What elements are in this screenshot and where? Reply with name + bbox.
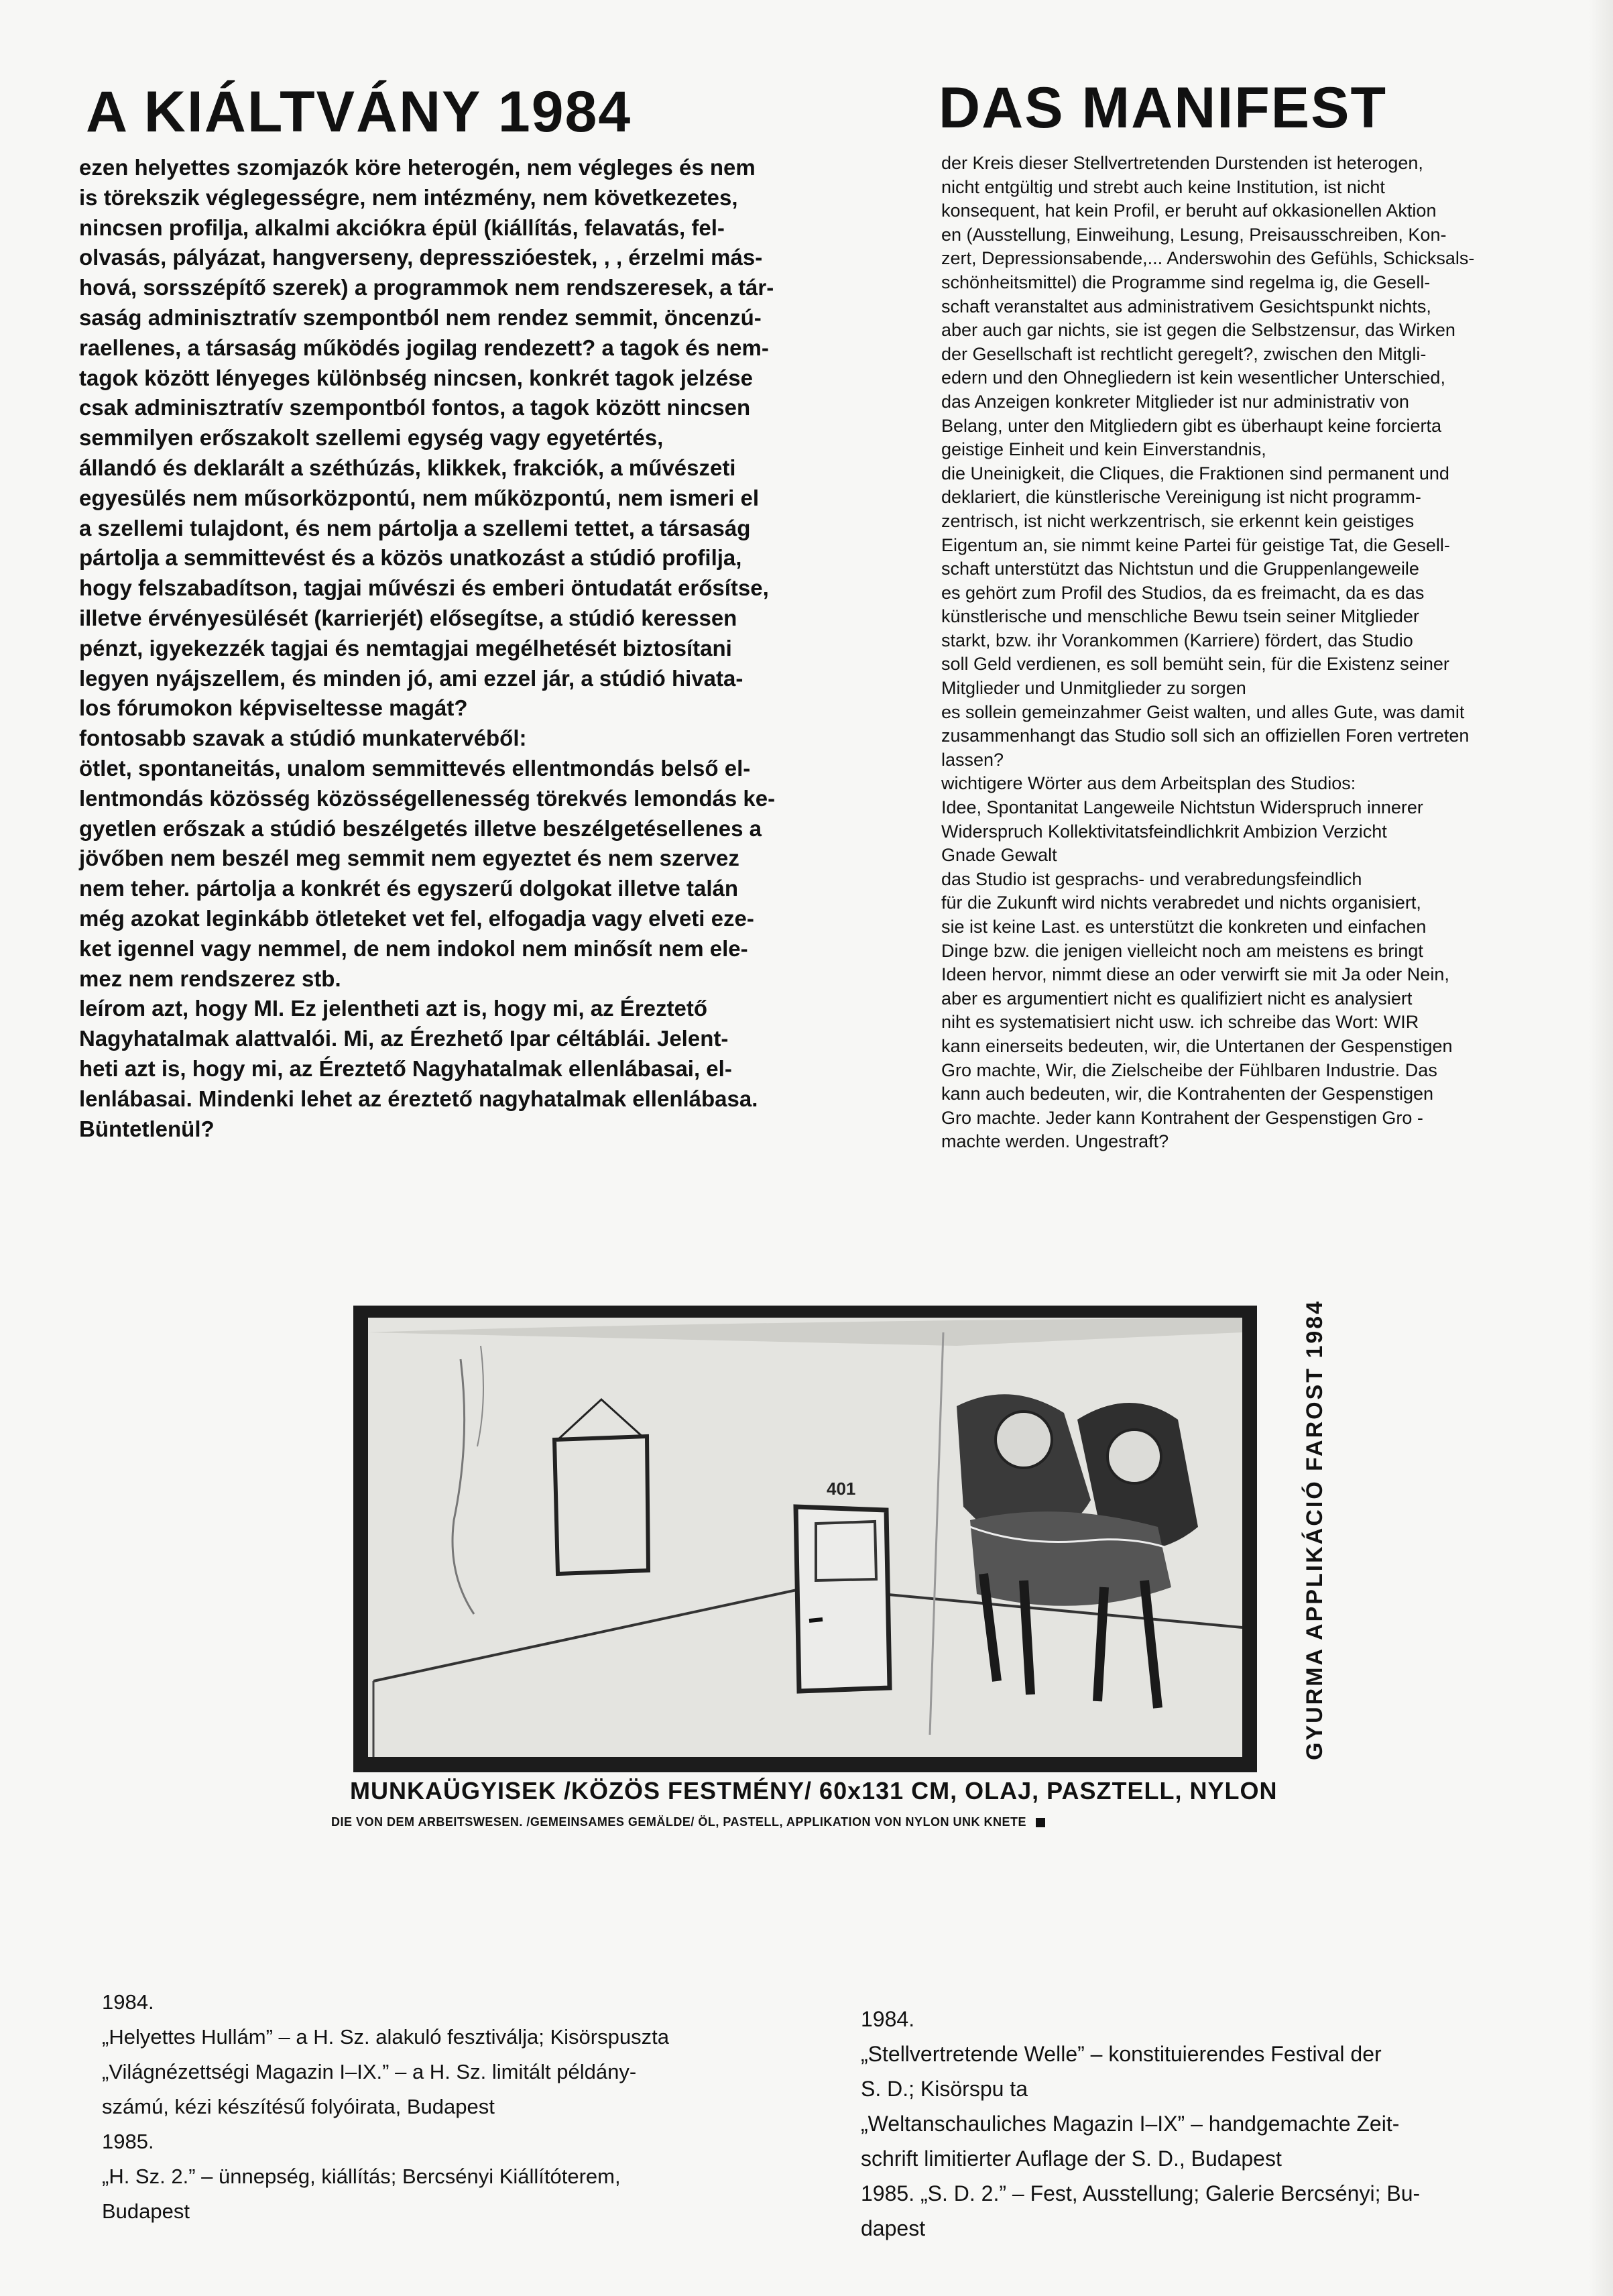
manifesto-hungarian [79,153,870,1144]
text-line: Dinge bzw. die jenigen vielleicht noch am meistens es bringt [941,940,1423,961]
painting-image [353,1306,1257,1772]
text-line: schaft unterstützt das Nichtstun und die Gruppenlangeweile [941,559,1419,579]
text-line: Gro machte. Jeder kann Kontrahent der Gespenstigen Gro - [941,1107,1423,1128]
text-line: der Gesellschaft ist rechtlicht geregelt?, zwischen den Mitgli- [941,343,1427,364]
text-line: schaft veranstaltet aus administrativem Gesichtspunkt nichts, [941,296,1431,317]
text-line: die Uneinigkeit, die Cliques, die Fraktionen sind permanent und [941,463,1449,483]
figure-caption: MUNKAÜGYISEK /KÖZÖS FESTMÉNY/ 60x131 CM, OLAJ, PASZTELL, NYLON [350,1777,1278,1804]
text-line: Widerspruch Kollektivitatsfeindlichkrit Ambizion Verzicht [941,821,1387,842]
text-line: soll Geld verdienen, es soll bemüht sein, für die Existenz seiner [941,654,1449,675]
text-line: starkt, bzw. ihr Vorankommen (Karriere) fördert, das Studio [941,630,1413,650]
text-line: nem teher. pártolja a konkrét és egyszerű dolgokat illetve talán [79,876,739,901]
text-line: legyen nyájszellem, és minden jó, ami ezzel jár, a stúdió hivata- [79,665,743,691]
text-line: deklariert, die künstlerische Vereinigung ist nicht programm- [941,487,1421,508]
text-line: aber auch gar nichts, sie ist gegen die Selbstzensur, das Wirken [941,320,1455,341]
chronology-line: „Stellvertretende Welle” – konstituierendes Festival der [861,2042,1382,2066]
title-german: DAS MANIFEST [939,76,1387,140]
text-line: sie ist keine Last. es unterstützt die konkreten und einfachen [941,917,1427,937]
chronology-line: dapest [861,2216,926,2240]
chronology-line: számú, kézi készítésű folyóirata, Budapest [102,2095,495,2118]
text-line: hová, sorsszépítő szerek) a programmok nem rendszeresek, a tár- [79,275,774,300]
text-line: niht es systematisiert nicht usw. ich schreibe das Wort: WIR [941,1012,1419,1033]
text-line: saság adminisztratív szempontból nem rendez semmit, öncenzú- [79,304,762,330]
chronology-line: „H. Sz. 2.” – ünnepség, kiállítás; Bercsényi Kiállítóterem, [102,2165,621,2188]
text-line: gyetlen erőszak a stúdió beszélgetés illetve beszélgetésellenes a [79,815,762,841]
chronology-line: 1984. [102,1990,154,2014]
text-line: der Kreis dieser Stellvertretenden Durstenden ist heterogen, [941,153,1423,173]
text-line: konsequent, hat kein Profil, er beruht auf okkasionellen Aktion [941,200,1437,221]
manifesto-german [941,152,1518,1154]
text-line: es gehört zum Profil des Studios, da es freimacht, da es das [941,582,1425,603]
chronology-line: „Weltanschauliches Magazin I–IX” – handgemachte Zeit- [861,2112,1400,2136]
text-line: es sollein gemeinzahmer Geist walten, und alles Gute, was damit [941,701,1465,722]
text-line: ket igennel vagy nemmel, de nem indokol nem minősít nem ele- [79,935,748,961]
text-line: nincsen profilja, alkalmi akciókra épül (kiállítás, felavatás, fel- [79,215,725,240]
chronology-line: „Helyettes Hullám” – a H. Sz. alakuló fesztiválja; Kisörspuszta [102,2025,669,2049]
text-line: semmilyen erőszakolt szellemi egység vagy egyetértés, [79,425,664,451]
figure-subcaption [331,1815,1310,1829]
text-line: kann einerseits bedeuten, wir, die Untertanen der Gespenstigen [941,1035,1453,1056]
text-line: los fórumokon képviseltesse magát? [79,695,468,721]
text-line: pénzt, igyekezzék tagjai és nemtagjai megélhetését biztosítani [79,635,732,661]
text-line: is törekszik véglegességre, nem intézmény, nem következetes, [79,184,738,210]
text-line: geistige Einheit und kein Einverstandnis, [941,439,1266,460]
text-line: jövőben nem beszél meg semmit nem egyeztet és nem szervez [79,846,739,871]
text-line: zusammenhangt das Studio soll sich an offiziellen Foren vertreten [941,726,1470,746]
text-line: lenlábasai. Mindenki lehet az éreztető nagyhatalmak ellenlábasa. [79,1086,758,1111]
text-line: ezen helyettes szomjazók köre heterogén, nem végleges és nem [79,155,756,180]
text-line: Mitglieder und Unmitglieder zu sorgen [941,678,1246,699]
text-line: még azokat leginkább ötleteket vet fel, elfogadja vagy elveti eze- [79,905,754,931]
text-line: en (Ausstellung, Einweihung, Lesung, Preisausschreiben, Kon- [941,224,1447,245]
text-line: Büntetlenül? [79,1116,215,1141]
door-number: 401 [827,1479,856,1499]
text-line: künstlerische und menschliche Bewu tsein seiner Mitglieder [941,606,1419,627]
text-line: das Studio ist gesprachs- und verabredungsfeindlich [941,868,1362,889]
text-line: machte werden. Ungestraft? [941,1131,1169,1152]
chronology-line: Budapest [102,2199,190,2223]
painting-drawing [353,1306,1257,1772]
text-line: schönheitsmittel) die Programme sind regelma ig, die Gesell- [941,272,1431,292]
text-line: lassen? [941,749,1004,770]
text-line: leírom azt, hogy MI. Ez jelentheti azt is, hogy mi, az Éreztető [79,996,708,1021]
text-line: für die Zukunft wird nichts verabredet und nichts organisiert, [941,893,1421,913]
text-line: ötlet, spontaneitás, unalom semmittevés ellentmondás belső el- [79,755,751,781]
text-line: zentrisch, ist nicht werkzentrisch, sie erkennt kein geistiges [941,510,1415,531]
text-line: illetve érvényesülését (karrierjét) elősegítse, a stúdió keressen [79,605,737,630]
text-line: tagok között lényeges különbség nincsen, konkrét tagok jelzése [79,365,753,390]
chronology-line: „Világnézettségi Magazin I–IX.” – a H. Sz. limitált példány- [102,2060,637,2083]
text-line: nicht entgültig und strebt auch keine Institution, ist nicht [941,176,1385,197]
text-line: Nagyhatalmak alattvalói. Mi, az Érezhető Ipar céltáblái. Jelent- [79,1026,729,1051]
text-line: mez nem rendszerez stb. [79,966,341,991]
text-line: raellenes, a társaság működés jogilag rendezett? a tagok és nem- [79,335,769,360]
text-line: egyesülés nem műsorközpontú, nem műközpontú, nem ismeri el [79,485,760,510]
text-line: kann auch bedeuten, wir, die Kontrahenten der Gespenstigen [941,1084,1434,1104]
chronology-line: S. D.; Kisörspu ta [861,2077,1028,2101]
text-line: állandó és deklarált a széthúzás, klikkek, frakciók, a művészeti [79,455,736,480]
text-line: Eigentum an, sie nimmt keine Partei für geistige Tat, die Gesell- [941,534,1450,555]
vertical-credit: GYURMA APPLIKÁCIÓ FAROST 1984 [1302,1299,1327,1760]
text-line: zert, Depressionsabende,... Anderswohin des Gefühls, Schicksals- [941,248,1475,269]
chronology-line: 1985. „S. D. 2.” – Fest, Ausstellung; Galerie Bercsényi; Bu- [861,2181,1421,2205]
text-line: hogy felszabadítson, tagjai művészi és emberi öntudatát erősítse, [79,575,769,601]
text-line: fontosabb szavak a stúdió munkatervéből: [79,726,527,751]
text-line: edern und den Ohnegliedern ist kein wesentlicher Unterschied, [941,367,1445,388]
text-line: Idee, Spontanitat Langeweile Nichtstun Widerspruch innerer [941,797,1423,818]
chronology-line: schrift limitierter Auflage der S. D., Budapest [861,2146,1282,2171]
text-line: Gnade Gewalt [941,845,1057,866]
chronology-hungarian [102,1985,819,2229]
text-line: csak adminisztratív szempontból fontos, a tagok között nincsen [79,395,751,420]
text-line: wichtigere Wörter aus dem Arbeitsplan des Studios: [941,773,1356,794]
end-mark-icon [1036,1818,1045,1827]
text-line: a szellemi tulajdont, és nem pártolja a szellemi tettet, a társaság [79,515,751,540]
chronology-german [861,2002,1592,2246]
text-line: Gro machte, Wir, die Zielscheibe der Fühlbaren Industrie. Das [941,1059,1437,1080]
chronology-line: 1985. [102,2130,154,2153]
text-line: Ideen hervor, nimmt diese an oder verwirft sie mit Ja oder Nein, [941,964,1449,985]
text-line: aber es argumentiert nicht es qualifiziert nicht es analysiert [941,988,1413,1009]
text-line: olvasás, pályázat, hangverseny, depresszióestek, , , érzelmi más- [79,245,763,270]
page-edge-shadow [1589,0,1613,2296]
figure-subcaption-text: DIE VON DEM ARBEITSWESEN. /GEMEINSAMES GEMÄLDE/ ÖL, PASTELL, APPLIKATION VON NYLON UNK KNETE [331,1815,1027,1829]
text-line: lentmondás közösség közösségellenesség törekvés lemondás ke- [79,785,776,811]
text-line: pártolja a semmittevést és a közös unatkozást a stúdió profilja, [79,545,742,571]
text-line: heti azt is, hogy mi, az Éreztető Nagyhatalmak ellenlábasai, el- [79,1055,732,1081]
chronology-line: 1984. [861,2007,915,2031]
text-line: das Anzeigen konkreter Mitglieder ist nur administrativ von [941,391,1409,412]
title-hungarian: A KIÁLTVÁNY 1984 [86,80,632,144]
text-line: Belang, unter den Mitgliedern gibt es überhaupt keine forcierta [941,415,1441,436]
